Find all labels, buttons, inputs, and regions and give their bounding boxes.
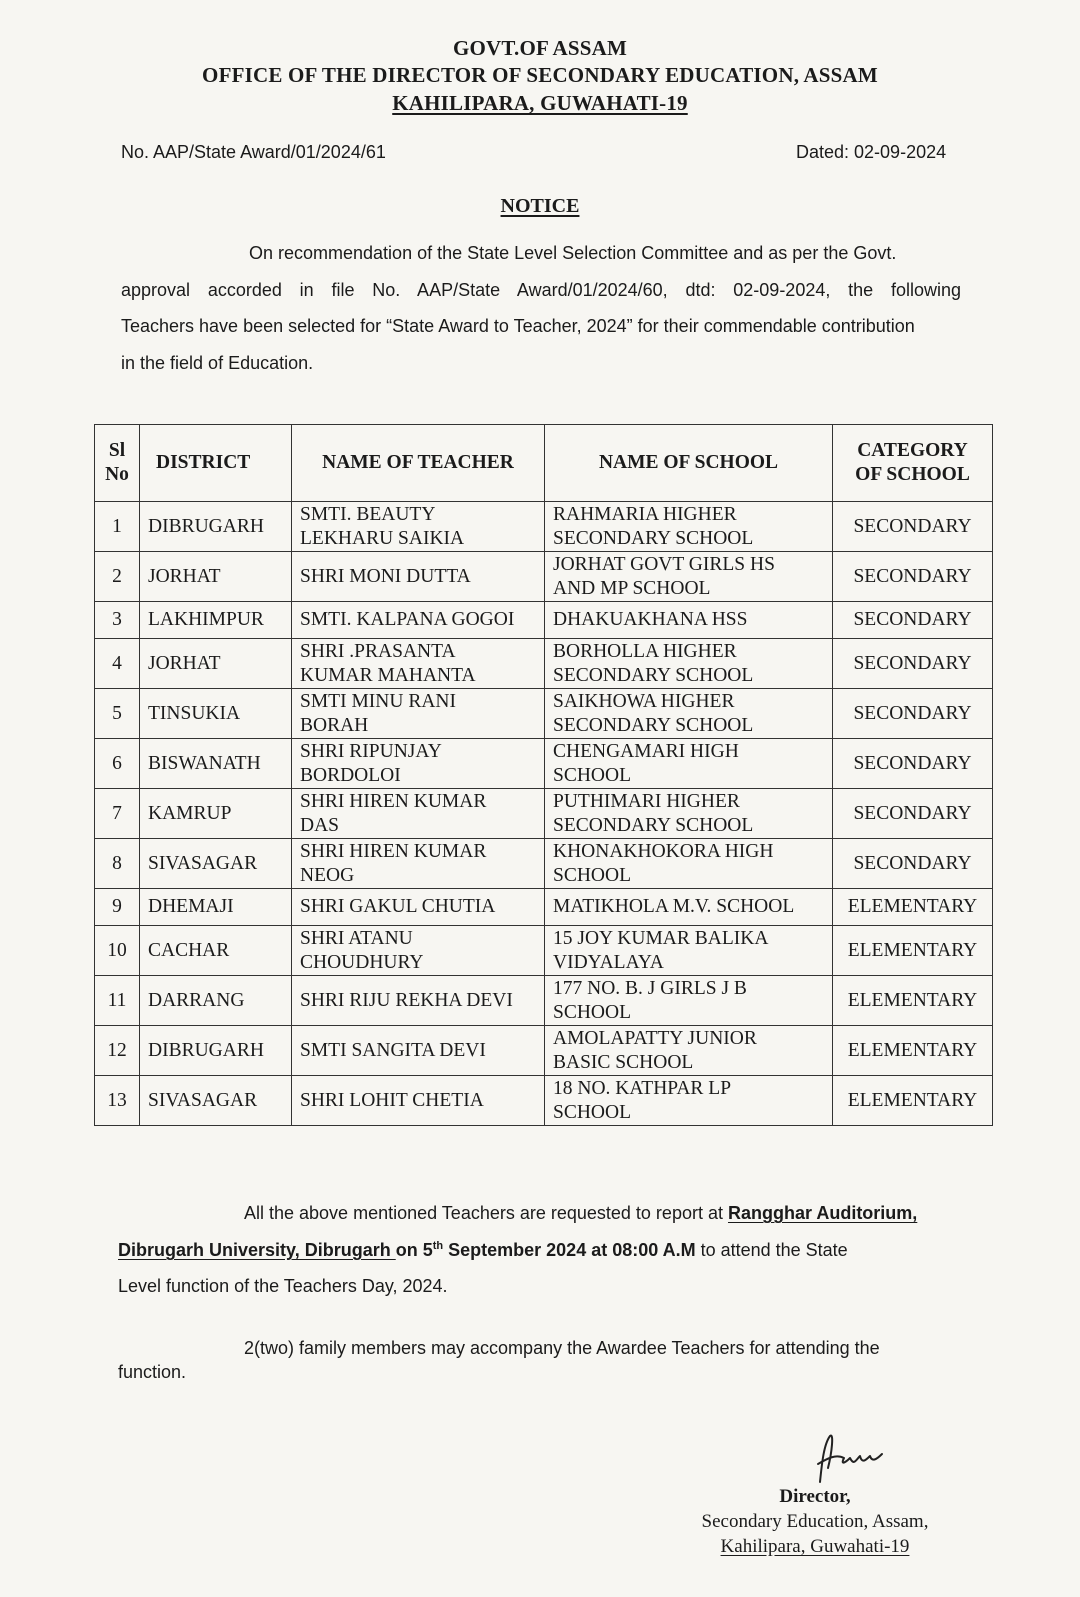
header-district: DISTRICT — [140, 425, 292, 502]
cell-school: SAIKHOWA HIGHER SECONDARY SCHOOL — [545, 689, 833, 739]
cell-sl-no: 1 — [95, 502, 140, 552]
cell-sl-no: 2 — [95, 552, 140, 602]
cell-category: ELEMENTARY — [833, 889, 993, 926]
cell-teacher: SHRI ATANU CHOUDHURY — [292, 926, 545, 976]
signature-block — [690, 1484, 940, 1559]
director-signature — [810, 1432, 885, 1487]
cell-sl-no: 10 — [95, 926, 140, 976]
cell-district: TINSUKIA — [140, 689, 292, 739]
cell-sl-no: 3 — [95, 602, 140, 639]
venue-location: Dibrugarh University, Dibrugarh — [118, 1240, 396, 1260]
cell-sl-no: 5 — [95, 689, 140, 739]
cell-teacher: SMTI. BEAUTY LEKHARU SAIKIA — [292, 502, 545, 552]
table-row — [95, 1026, 993, 1076]
cell-district: KAMRUP — [140, 789, 292, 839]
table-row — [95, 839, 993, 889]
cell-teacher: SMTI. KALPANA GOGOI — [292, 602, 545, 639]
cell-sl-no: 13 — [95, 1076, 140, 1126]
cell-sl-no: 12 — [95, 1026, 140, 1076]
cell-district: DIBRUGARH — [140, 1026, 292, 1076]
cell-school: JORHAT GOVT GIRLS HS AND MP SCHOOL — [545, 552, 833, 602]
notice-date: Dated: 02-09-2024 — [796, 142, 947, 162]
cell-school: MATIKHOLA M.V. SCHOOL — [545, 889, 833, 926]
cell-school: AMOLAPATTY JUNIOR BASIC SCHOOL — [545, 1026, 833, 1076]
cell-category: SECONDARY — [833, 689, 993, 739]
cell-sl-no: 11 — [95, 976, 140, 1026]
family-line-2: function. — [118, 1362, 187, 1382]
table-row — [95, 789, 993, 839]
table-row — [95, 552, 993, 602]
table-row — [95, 639, 993, 689]
cell-category: SECONDARY — [833, 839, 993, 889]
cell-district: DHEMAJI — [140, 889, 292, 926]
header-category: CATEGORY OF SCHOOL — [833, 425, 993, 502]
cell-category: ELEMENTARY — [833, 1026, 993, 1076]
cell-sl-no: 9 — [95, 889, 140, 926]
table-row — [95, 926, 993, 976]
cell-teacher: SHRI HIREN KUMAR NEOG — [292, 839, 545, 889]
header-teacher: NAME OF TEACHER — [292, 425, 545, 502]
table-row — [95, 502, 993, 552]
cell-category: ELEMENTARY — [833, 926, 993, 976]
reference-number: No. AAP/State Award/01/2024/61 — [121, 142, 386, 162]
cell-category: SECONDARY — [833, 789, 993, 839]
cell-teacher: SHRI RIPUNJAY BORDOLOI — [292, 739, 545, 789]
cell-school: RAHMARIA HIGHER SECONDARY SCHOOL — [545, 502, 833, 552]
cell-teacher: SMTI MINU RANI BORAH — [292, 689, 545, 739]
event-datetime: on 5th September 2024 at 08:00 A.M — [395, 1240, 696, 1260]
header-govt: GOVT.OF ASSAM — [452, 36, 628, 60]
table-row — [95, 976, 993, 1026]
report-line-2: Dibrugarh University, Dibrugarh on 5th September 2024 at 08:00 A.M to attend the State — [118, 1240, 848, 1260]
table-row — [95, 1076, 993, 1126]
header-office: OFFICE OF THE DIRECTOR OF SECONDARY EDUCATION, ASSAM — [202, 63, 878, 87]
report-paragraph — [118, 1203, 958, 1298]
report-line-1: All the above mentioned Teachers are requested to report at Rangghar Auditorium, — [244, 1203, 918, 1223]
cell-category: SECONDARY — [833, 602, 993, 639]
cell-sl-no: 8 — [95, 839, 140, 889]
cell-district: JORHAT — [140, 552, 292, 602]
cell-school: 177 NO. B. J GIRLS J B SCHOOL — [545, 976, 833, 1026]
cell-sl-no: 6 — [95, 739, 140, 789]
cell-school: KHONAKHOKORA HIGH SCHOOL — [545, 839, 833, 889]
table-header-row — [95, 425, 993, 502]
signatory-address: Kahilipara, Guwahati-19 — [720, 1536, 910, 1557]
cell-district: DIBRUGARH — [140, 502, 292, 552]
venue-name: Rangghar Auditorium, — [727, 1203, 918, 1223]
cell-teacher: SMTI SANGITA DEVI — [292, 1026, 545, 1076]
cell-district: SIVASAGAR — [140, 1076, 292, 1126]
awardee-table — [94, 424, 993, 1126]
table-row — [95, 689, 993, 739]
cell-category: SECONDARY — [833, 639, 993, 689]
cell-district: BISWANATH — [140, 739, 292, 789]
cell-school: 18 NO. KATHPAR LP SCHOOL — [545, 1076, 833, 1126]
intro-line-3: Teachers have been selected for “State Award to Teacher, 2024” for their commendable contribution — [121, 316, 915, 336]
intro-paragraph — [121, 243, 961, 383]
cell-school: DHAKUAKHANA HSS — [545, 602, 833, 639]
cell-district: SIVASAGAR — [140, 839, 292, 889]
report-line-3: Level function of the Teachers Day, 2024. — [118, 1276, 448, 1296]
cell-category: SECONDARY — [833, 552, 993, 602]
cell-sl-no: 4 — [95, 639, 140, 689]
table-row — [95, 889, 993, 926]
cell-category: SECONDARY — [833, 739, 993, 789]
cell-teacher: SHRI HIREN KUMAR DAS — [292, 789, 545, 839]
notice-title: NOTICE — [500, 195, 580, 217]
cell-category: SECONDARY — [833, 502, 993, 552]
cell-district: DARRANG — [140, 976, 292, 1026]
cell-school: BORHOLLA HIGHER SECONDARY SCHOOL — [545, 639, 833, 689]
cell-sl-no: 7 — [95, 789, 140, 839]
cell-teacher: SHRI GAKUL CHUTIA — [292, 889, 545, 926]
header-school: NAME OF SCHOOL — [545, 425, 833, 502]
cell-category: ELEMENTARY — [833, 1076, 993, 1126]
cell-district: JORHAT — [140, 639, 292, 689]
table-row — [95, 739, 993, 789]
family-line-1: 2(two) family members may accompany the Awardee Teachers for attending the — [244, 1338, 880, 1358]
cell-category: ELEMENTARY — [833, 976, 993, 1026]
table-row — [95, 602, 993, 639]
cell-school: 15 JOY KUMAR BALIKA VIDYALAYA — [545, 926, 833, 976]
cell-teacher: SHRI MONI DUTTA — [292, 552, 545, 602]
cell-school: PUTHIMARI HIGHER SECONDARY SCHOOL — [545, 789, 833, 839]
signatory-office: Secondary Education, Assam, — [701, 1511, 929, 1532]
cell-teacher: SHRI .PRASANTA KUMAR MAHANTA — [292, 639, 545, 689]
family-paragraph — [118, 1338, 958, 1388]
cell-teacher: SHRI RIJU REKHA DEVI — [292, 976, 545, 1026]
intro-line-1: On recommendation of the State Level Selection Committee and as per the Govt. — [249, 243, 897, 263]
cell-teacher: SHRI LOHIT CHETIA — [292, 1076, 545, 1126]
intro-line-4: in the field of Education. — [121, 353, 314, 373]
header-address: KAHILIPARA, GUWAHATI-19 — [392, 91, 688, 115]
header-sl-no: Sl No — [95, 425, 140, 502]
cell-district: LAKHIMPUR — [140, 602, 292, 639]
cell-school: CHENGAMARI HIGH SCHOOL — [545, 739, 833, 789]
cell-district: CACHAR — [140, 926, 292, 976]
signatory-title: Director, — [779, 1486, 851, 1507]
intro-line-2: approval accorded in file No. AAP/State Award/01/2024/60, dtd: 02-09-2024, the following — [121, 280, 961, 300]
